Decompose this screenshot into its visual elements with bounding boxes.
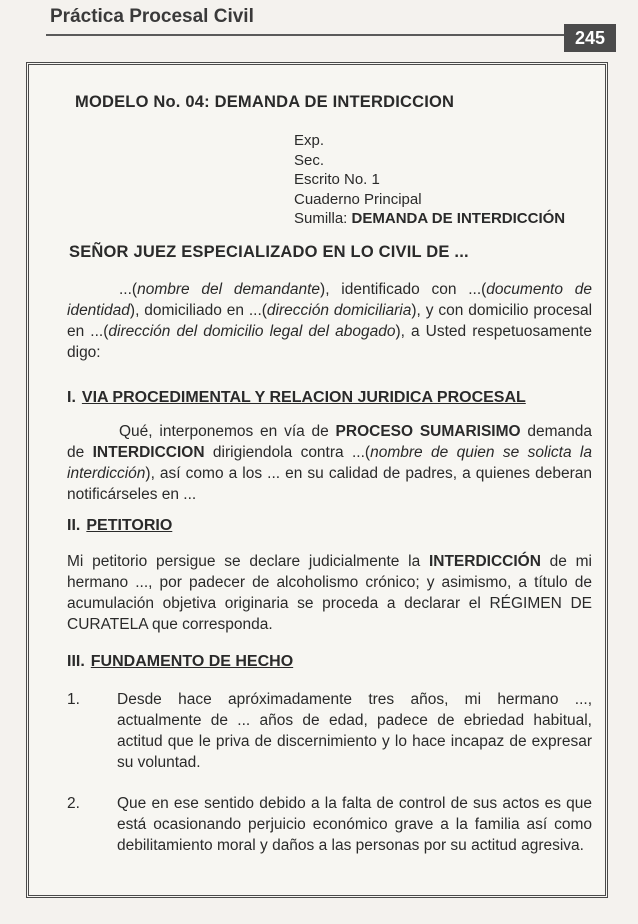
meta-sumilla bbox=[294, 209, 565, 229]
document-model-box bbox=[26, 62, 608, 898]
meta-sec: Sec. bbox=[294, 151, 325, 169]
sumilla-value: DEMANDA DE INTERDICCIÓN bbox=[351, 210, 566, 227]
header-divider bbox=[46, 34, 616, 36]
section-heading-via-procedimental: I. VIA PROCEDIMENTAL Y RELACION JURIDICA PROCESAL bbox=[67, 389, 526, 406]
page-number-badge: 245 bbox=[564, 24, 616, 52]
placeholder-documento: documento de identidad bbox=[67, 281, 592, 319]
salutation: SEÑOR JUEZ ESPECIALIZADO EN LO CIVIL DE ... bbox=[69, 243, 469, 261]
meta-escrito: Escrito No. 1 bbox=[294, 171, 380, 188]
section2-paragraph: Mi petitorio persigue se declare judicialmente la INTERDICCIÓN de mi hermano ..., por padecer de alcoholismo crónico; y asimismo, a título de acumulación objetiva originaria se proceda a declarar el RÉGIMEN DE CURATELA que corresponda. bbox=[67, 553, 592, 633]
placeholder-direccion-abogado: dirección del domicilio legal del abogado bbox=[108, 323, 396, 340]
list-text: Que en ese sentido debido a la falta de control de sus actos es que está ocasionando perjuicio económico grave a la familia así como debilitamiento moral y daños a las personas por su actitud agresiva. bbox=[117, 795, 592, 854]
meta-exp: Exp. bbox=[294, 132, 325, 149]
section-heading-fundamento: III. FUNDAMENTO DE HECHO bbox=[67, 653, 294, 670]
placeholder-nombre-quien: nombre de quien se solicta la interdicción bbox=[67, 444, 592, 482]
sumilla-label: Sumilla: bbox=[294, 210, 348, 227]
intro-paragraph: ...(nombre del demandante), identificado con ...(documento de identidad), domiciliado en ...(dirección domiciliaria), y con domicilio procesal en ...(dirección del domicilio legal del abogado), a Usted respetuosamente digo: bbox=[67, 281, 593, 361]
section1-paragraph: Qué, interponemos en vía de PROCESO SUMARISIMO demanda de INTERDICCION dirigiendola contra ...(nombre de quien se solicta la interdicción), así como a los ... en su calidad de padres, a quienes deberan notificárseles en ... bbox=[67, 423, 592, 503]
section-heading-petitorio: II. PETITORIO bbox=[67, 517, 173, 534]
list-number: 2. bbox=[67, 795, 80, 812]
placeholder-nombre-demandante: nombre del demandante bbox=[137, 281, 321, 298]
model-title: MODELO No. 04: DEMANDA DE INTERDICCION bbox=[75, 93, 455, 111]
meta-cuaderno: Cuaderno Principal bbox=[294, 190, 422, 208]
placeholder-direccion: dirección domiciliaria bbox=[266, 302, 412, 319]
list-text: Desde hace apróximadamente tres años, mi hermano ..., actualmente de ... años de edad, padece de ebriedad habitual, actitud que le priva de discernimiento y lo hace incapaz de expresar su voluntad. bbox=[117, 691, 592, 771]
list-number: 1. bbox=[67, 691, 80, 708]
case-metadata bbox=[294, 131, 565, 229]
book-title: Práctica Procesal Civil bbox=[50, 6, 254, 27]
